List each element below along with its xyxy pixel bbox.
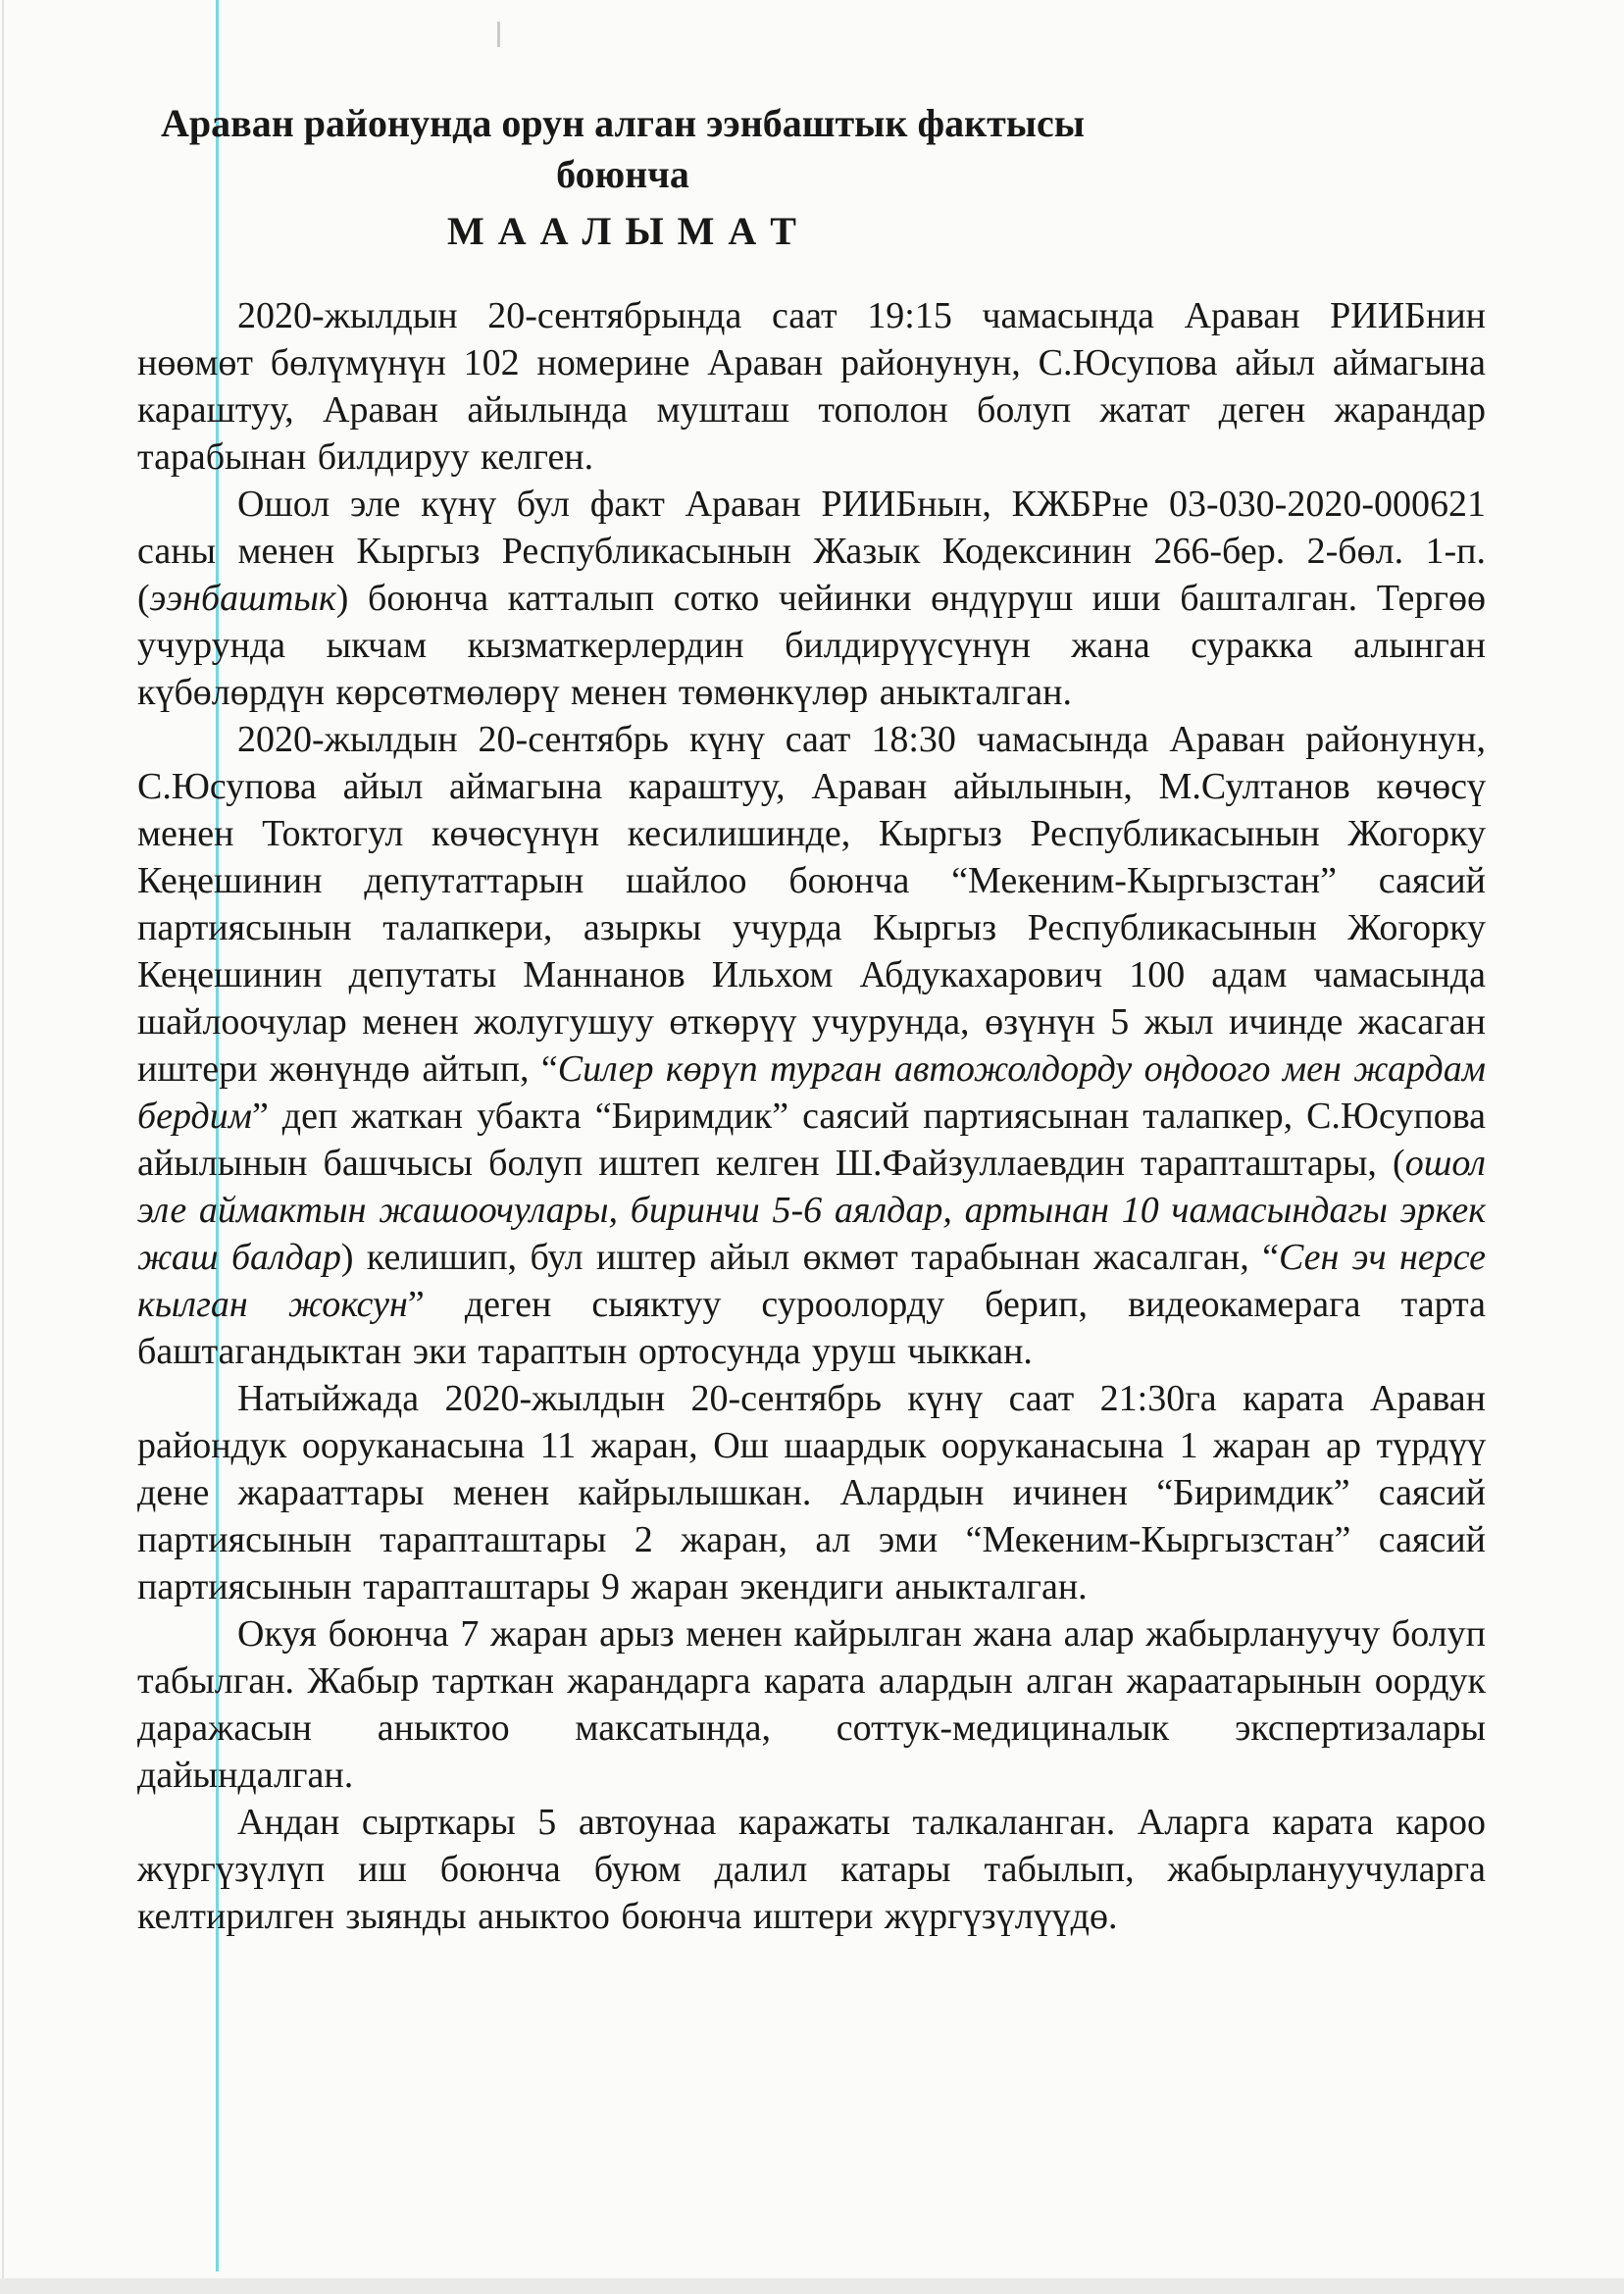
text-run: ” деген сыяктуу суроолорду берип, видеокамерага тарта баштагандыктан эки тараптын ортосунда уруш чыккан. — [137, 1284, 1486, 1372]
scan-bottom-edge — [0, 2278, 1624, 2294]
text-run: ) келишип, бул иштер айыл өкмөт тарабынан жасалган, “ — [340, 1237, 1280, 1278]
text-run: Андан сырткары 5 автоунаа каражаты талкаланган. Аларга карата кароо жүргүзүлүп иш боюнча буюм далил катары табылып, жабырлануучуларга келтирилген зыянды аныктоо боюнча иштери жүргүзүлүүдө. — [137, 1802, 1486, 1937]
text-run: ) боюнча катталып сотко чейинки өндүрүш иши башталган. Тергөө учурунда ыкчам кызматкерлердин билдирүүсүнүн жана суракка алынган күбөлөрдүн көрсөтмөлөрү менен төмөнкүлөр аныкталган. — [137, 578, 1486, 713]
paragraph — [137, 1610, 1486, 1799]
document-body — [137, 292, 1486, 1940]
document-title-line2: М А А Л Ы М А Т — [447, 209, 798, 253]
text-run: 2020-жылдын 20-сентябрь күнү саат 18:30 чамасында Араван районунун, С.Юсупова айыл аймагына караштуу, Араван айылынын, М.Султанов көчөсү менен Токтогул көчөсүнүн кесилишинде, Кыргыз Республикасынын Жогорку Кеңешинин депутаттарын шайлоо боюнча “Мекеним-Кыргызстан” саясий партиясынын талапкери, азыркы учурда Кыргыз Республикасынын Жогорку Кеңешинин депутаты Маннанов Ильхом Абдукахарович 100 адам чамасында шайлоочулар менен жолугушуу өткөрүү учурунда, өзүнүн 5 жыл ичинде жасаган иштери жөнүндө айтып, “ — [137, 719, 1486, 1090]
text-run: ” деп жаткан убакта “Биримдик” саясий партиясынан талапкер, С.Юсупова айылынын башчысы болуп иштеп келген Ш.Файзуллаевдин тарапташтары, ( — [137, 1096, 1486, 1184]
document-title-line1: Араван районунда орун алган ээнбаштык фактысы боюнча — [160, 101, 1086, 196]
text-run: ээнбаштык — [149, 578, 336, 619]
paragraph — [137, 292, 1486, 481]
text-run: Ошол эле күнү бул факт Араван РИИБнын, КЖБРне 03-030-2020-000621 саны менен Кыргыз Республикасынын Жазык Кодексинин 266-бер. 2-бөл. 1-п. ( — [137, 484, 1486, 619]
paragraph — [137, 716, 1486, 1375]
text-run: Окуя боюнча 7 жаран арыз менен кайрылган жана алар жабырлануучу болуп табылган. Жабыр тарткан жарандарга карата алардын алган жараатарынын оордук даражасын аныктоо максатында, соттук-медициналык экспертизалары дайындалган. — [137, 1613, 1486, 1796]
text-run: 2020-жылдын 20-сентябрында саат 19:15 чамасында Араван РИИБнин нөөмөт бөлүмүнүн 102 номерине Араван районунун, С.Юсупова айыл аймагына караштуу, Араван айылында мушташ тополон болуп жатат деген жарандар тарабынан билдируу келген. — [137, 295, 1486, 478]
paragraph — [137, 481, 1486, 716]
text-run: Натыйжада 2020-жылдын 20-сентябрь күнү саат 21:30га карата Араван райондук ооруканасына 11 жаран, Ош шаардык ооруканасына 1 жаран ар түрдүү дене жарааттары менен кайрылышкан. Алардын ичинен “Биримдик” саясий партиясынын тарапташтары 2 жаран, ал эми “Мекеним-Кыргызстан” саясий партиясынын тарапташтары 9 жаран экендиги аныкталган. — [137, 1378, 1486, 1607]
paragraph — [137, 1375, 1486, 1610]
document-title — [137, 98, 1108, 257]
text-run: ошол эле аймактын жашоочулары, биринчи 5-6 аялдар, артынан 10 чамасындагы эркек жаш балдар — [137, 1143, 1486, 1278]
text-run: Силер көрүп турган автожолдорду оңдоого мен жардам бердим — [137, 1048, 1486, 1137]
paragraph — [137, 1799, 1486, 1940]
text-run: Сен эч нерсе кылган жоксун — [137, 1237, 1487, 1325]
